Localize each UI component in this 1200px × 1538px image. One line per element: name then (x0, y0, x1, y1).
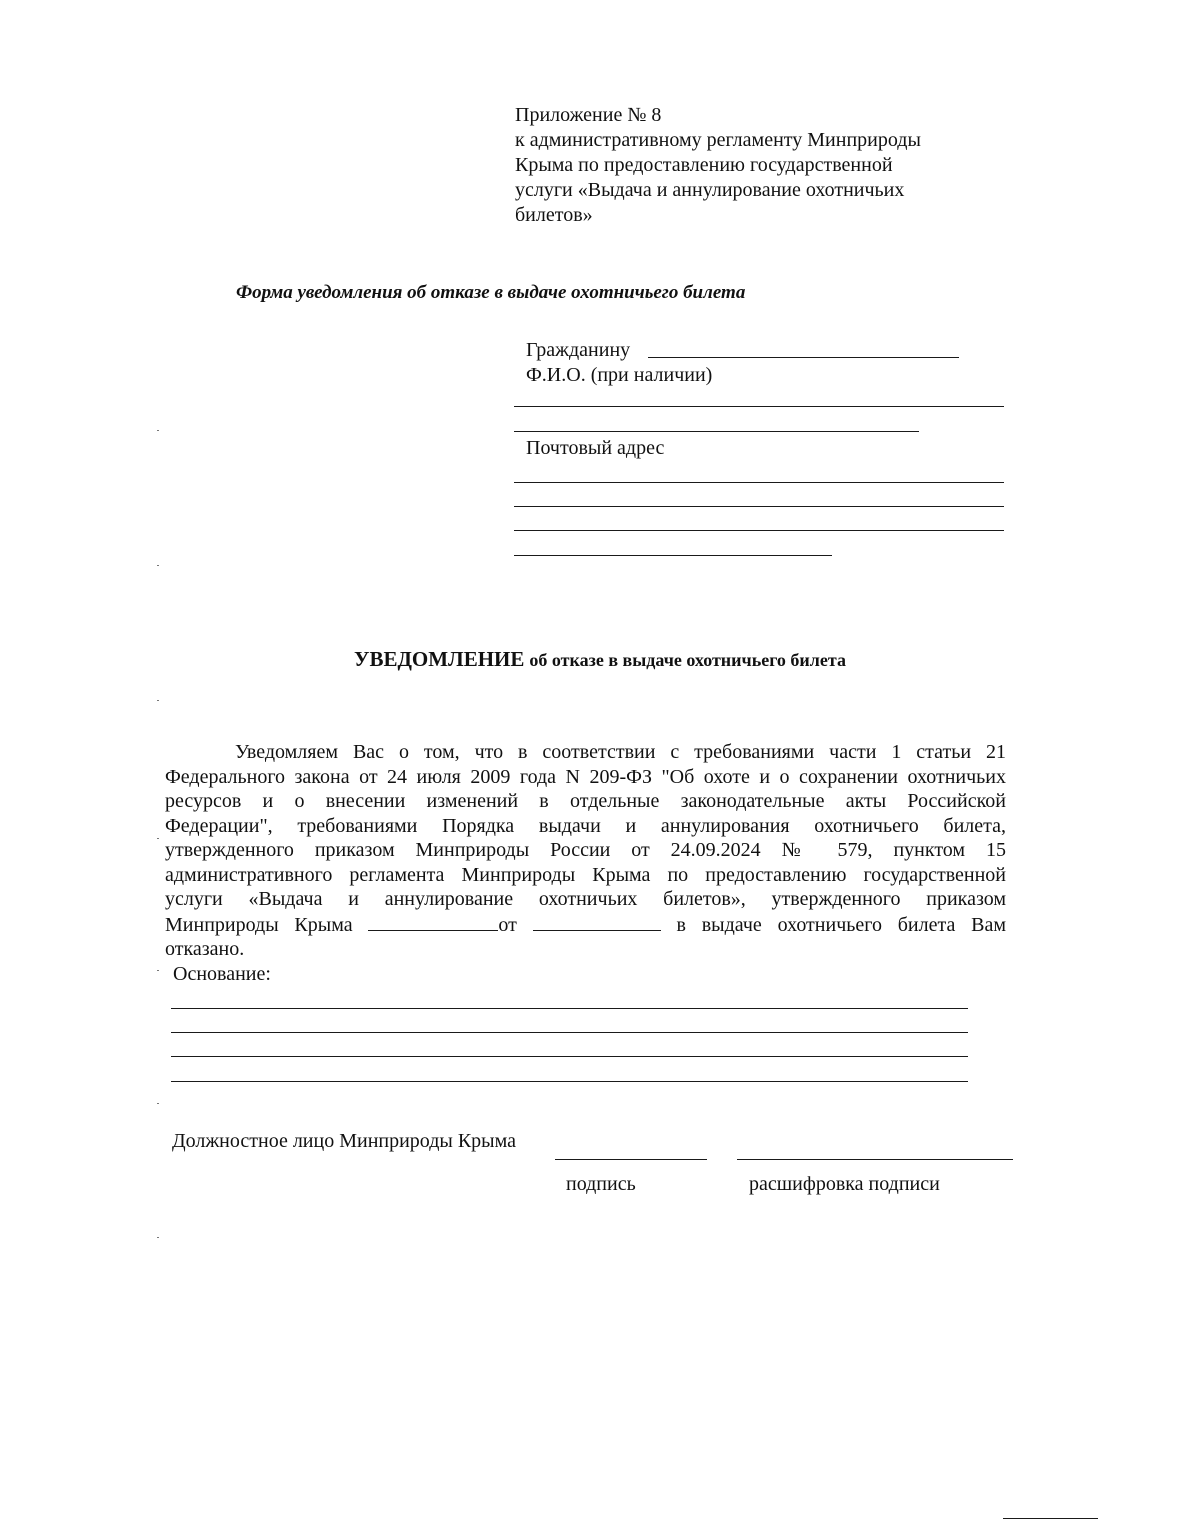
address-field-line-4[interactable] (514, 555, 832, 556)
form-title: Форма уведомления об отказе в выдаче охотничьего билета (236, 282, 746, 303)
signature-caption: подпись (566, 1173, 636, 1195)
signature-decode-field[interactable] (737, 1159, 1013, 1160)
citizen-label: Гражданину (526, 339, 631, 361)
body-line: Федерального закона от 24 июля 2009 года N 209-ФЗ "Об охоте и о сохранении охотничьих (165, 765, 1006, 788)
order-number-field[interactable] (368, 912, 498, 931)
scan-speck (157, 700, 159, 701)
basis-field-line-3[interactable] (171, 1056, 968, 1057)
basis-label: Основание: (173, 963, 271, 985)
appendix-line: билетов» (515, 204, 593, 226)
body-line8-part-c: в выдаче охотничьего билета Вам (676, 913, 1007, 936)
appendix-line: Крыма по предоставлению государственной (515, 154, 893, 176)
body-line: Федерации", требованиями Порядка выдачи и аннулирования охотничьего билета, (165, 814, 1006, 837)
fio-field-line-1[interactable] (514, 406, 1004, 407)
notice-title-bold: УВЕДОМЛЕНИЕ (354, 647, 525, 671)
body-line8-part-b: от (498, 913, 517, 936)
address-field-line-3[interactable] (514, 530, 1004, 531)
notice-body (165, 740, 1006, 962)
body-line: административного регламента Минприроды Крыма по предоставлению государственной (165, 863, 1006, 886)
body-line: утвержденного приказом Минприроды России от 24.09.2024 № 579, пунктом 15 (165, 839, 1006, 861)
scan-speck (157, 1237, 159, 1238)
scan-speck (157, 970, 159, 971)
fio-field-line-2[interactable] (514, 431, 919, 432)
notice-title-rest: об отказе в выдаче охотничьего билета (529, 650, 846, 670)
appendix-line: Приложение № 8 (515, 104, 662, 126)
order-date-field[interactable] (533, 912, 661, 931)
scan-speck (157, 565, 159, 566)
basis-field-line-1[interactable] (171, 1008, 968, 1009)
scan-speck (157, 838, 159, 839)
body-line: услуги «Выдача и аннулирование охотничьих билетов», утвержденного приказом (165, 888, 1006, 910)
notice-title (0, 647, 1200, 673)
body-line8-part-a: Минприроды Крыма (165, 913, 353, 936)
address-field-line-2[interactable] (514, 506, 1004, 507)
address-label: Почтовый адрес (526, 437, 665, 459)
fio-label: Ф.И.О. (при наличии) (526, 364, 713, 386)
scan-speck (157, 1103, 159, 1104)
body-line-with-fields (165, 912, 1006, 938)
body-line: ресурсов и о внесении изменений в отдельные законодательные акты Российской (165, 790, 1006, 812)
appendix-line: услуги «Выдача и аннулирование охотничьих (515, 179, 905, 201)
body-line: отказано. (165, 938, 245, 960)
official-label: Должностное лицо Минприроды Крыма (172, 1130, 517, 1152)
signature-decode-caption: расшифровка подписи (749, 1173, 940, 1195)
basis-field-line-2[interactable] (171, 1032, 968, 1033)
body-line: Уведомляем Вас о том, что в соответствии с требованиями части 1 статьи 21 (235, 741, 1006, 763)
scan-edge-mark (1003, 1518, 1098, 1519)
address-field-line-1[interactable] (514, 482, 1004, 483)
appendix-header (515, 103, 985, 228)
citizen-name-field[interactable] (648, 357, 959, 358)
signature-field[interactable] (555, 1159, 707, 1160)
basis-field-line-4[interactable] (171, 1081, 968, 1082)
appendix-line: к административному регламенту Минприроды (515, 129, 921, 151)
scan-speck (157, 430, 159, 431)
